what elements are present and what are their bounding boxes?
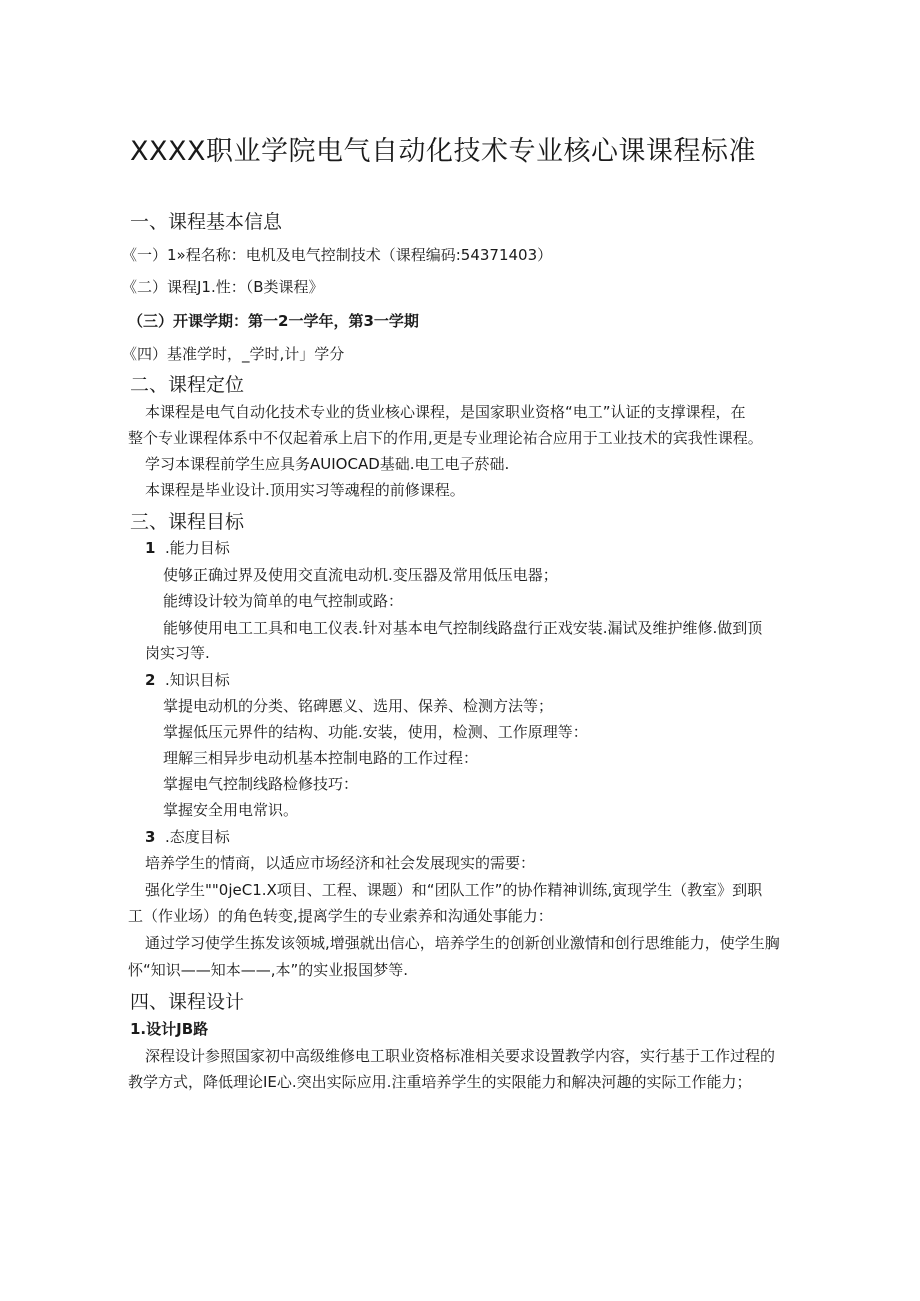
objective-ability-number: 1 [145,539,156,557]
ability-item-3: 能够使用电工工具和电工仪表.针对基本电气控制线路盘行正戏安装.漏试及维护维修.做到顶 [163,619,763,637]
positioning-para-1: 本课程是电气自动化技术专业的货业核心课程，是国家职业资格“电工”认证的支撑课程，在 [145,403,746,421]
ability-item-2: 能缚设计较为简单的电气控制或路： [163,592,404,610]
attitude-item-2-cont: 工（作业场）的角色转变,提离学生的专业索养和沟通处事能力： [128,907,553,925]
section-heading-basic-info: 一、课程基本信息 [130,211,283,233]
credit-hours-line: 《四）基准学时，_学时,计」学分 [122,345,345,363]
objective-knowledge-heading [145,670,230,690]
ability-item-1: 使够正确过界及使用交直流电动机.变压器及常用低压电器； [163,566,558,584]
knowledge-item-5: 掌握安全用电常识。 [163,801,299,819]
section-heading-positioning: 二、课程定位 [130,374,245,396]
course-name-line: 《一）1»程名称：电机及电气控制技术（课程编码:54371403） [122,246,553,264]
objective-attitude-number: 3 [145,828,156,846]
positioning-para-2: 学习本课程前学生应具务AUIOCAD基础.电工电子菸础. [145,455,510,473]
knowledge-item-3: 理解三相异步电动机基本控制电路的工作过程： [163,749,479,767]
semester-line: （三）开课学期：第一2一学年，第3一学期 [128,312,419,330]
knowledge-item-2: 掌握低压元界件的结构、功能.安装，使用，检测、工作原理等： [163,723,588,741]
objective-attitude-heading [145,827,230,847]
design-subheading: 1.设计JB路 [130,1020,209,1038]
document-title: XXXX职业学院电气自动化技术专业核心课课程标准 [130,136,756,167]
knowledge-item-1: 掌提电动机的分类、铭碑慝义、选用、保养、检测方法等； [163,697,554,715]
ability-item-3-cont: 岗实习等. [145,644,210,662]
attitude-item-3-cont: 怀“知识——知本——,本”的实业报国梦等. [128,961,409,979]
knowledge-item-4: 掌握电气控制线路检修技巧： [163,775,359,793]
positioning-para-3: 本课程是毕业设计.顶用实习等魂程的前修课程。 [145,481,465,499]
objective-knowledge-label: .知识目标 [165,671,230,689]
attitude-item-2: 强化学生""0jeC1.X项目、工程、课题）和“团队工作”的协作精神训练,寅现学生（教室》到职 [145,881,763,899]
design-para-1-cont: 教学方式，降低理论IE心.突出实际应用.注重培养学生的实限能力和解决河趣的实际工作能力； [128,1073,752,1091]
objective-knowledge-number: 2 [145,671,156,689]
attitude-item-3: 通过学习使学生拣发该领城,增强就出信心，培养学生的创新创业激情和创行思维能力，使学生胸 [145,934,780,952]
positioning-para-1-cont: 整个专业课程体系中不仅起着承上启下的作用,更是专业理论祐合应用于工业技术的宾我性课程。 [128,429,763,447]
objective-ability-heading [145,538,230,558]
objective-attitude-label: .态度目标 [165,828,230,846]
section-heading-objectives: 三、课程目标 [130,511,245,533]
course-nature-line: 《二）课程J1.性：（B类课程》 [122,278,324,296]
design-para-1: 深程设计参照国家初中高级维修电工职业资格标准相关要求设置教学内容，实行基于工作过程的 [145,1047,776,1065]
attitude-item-1: 培养学生的情商，以适应市场经济和社会发展现实的需要： [145,854,536,872]
objective-ability-label: .能力目标 [165,539,230,557]
section-heading-design: 四、课程设计 [130,991,245,1013]
